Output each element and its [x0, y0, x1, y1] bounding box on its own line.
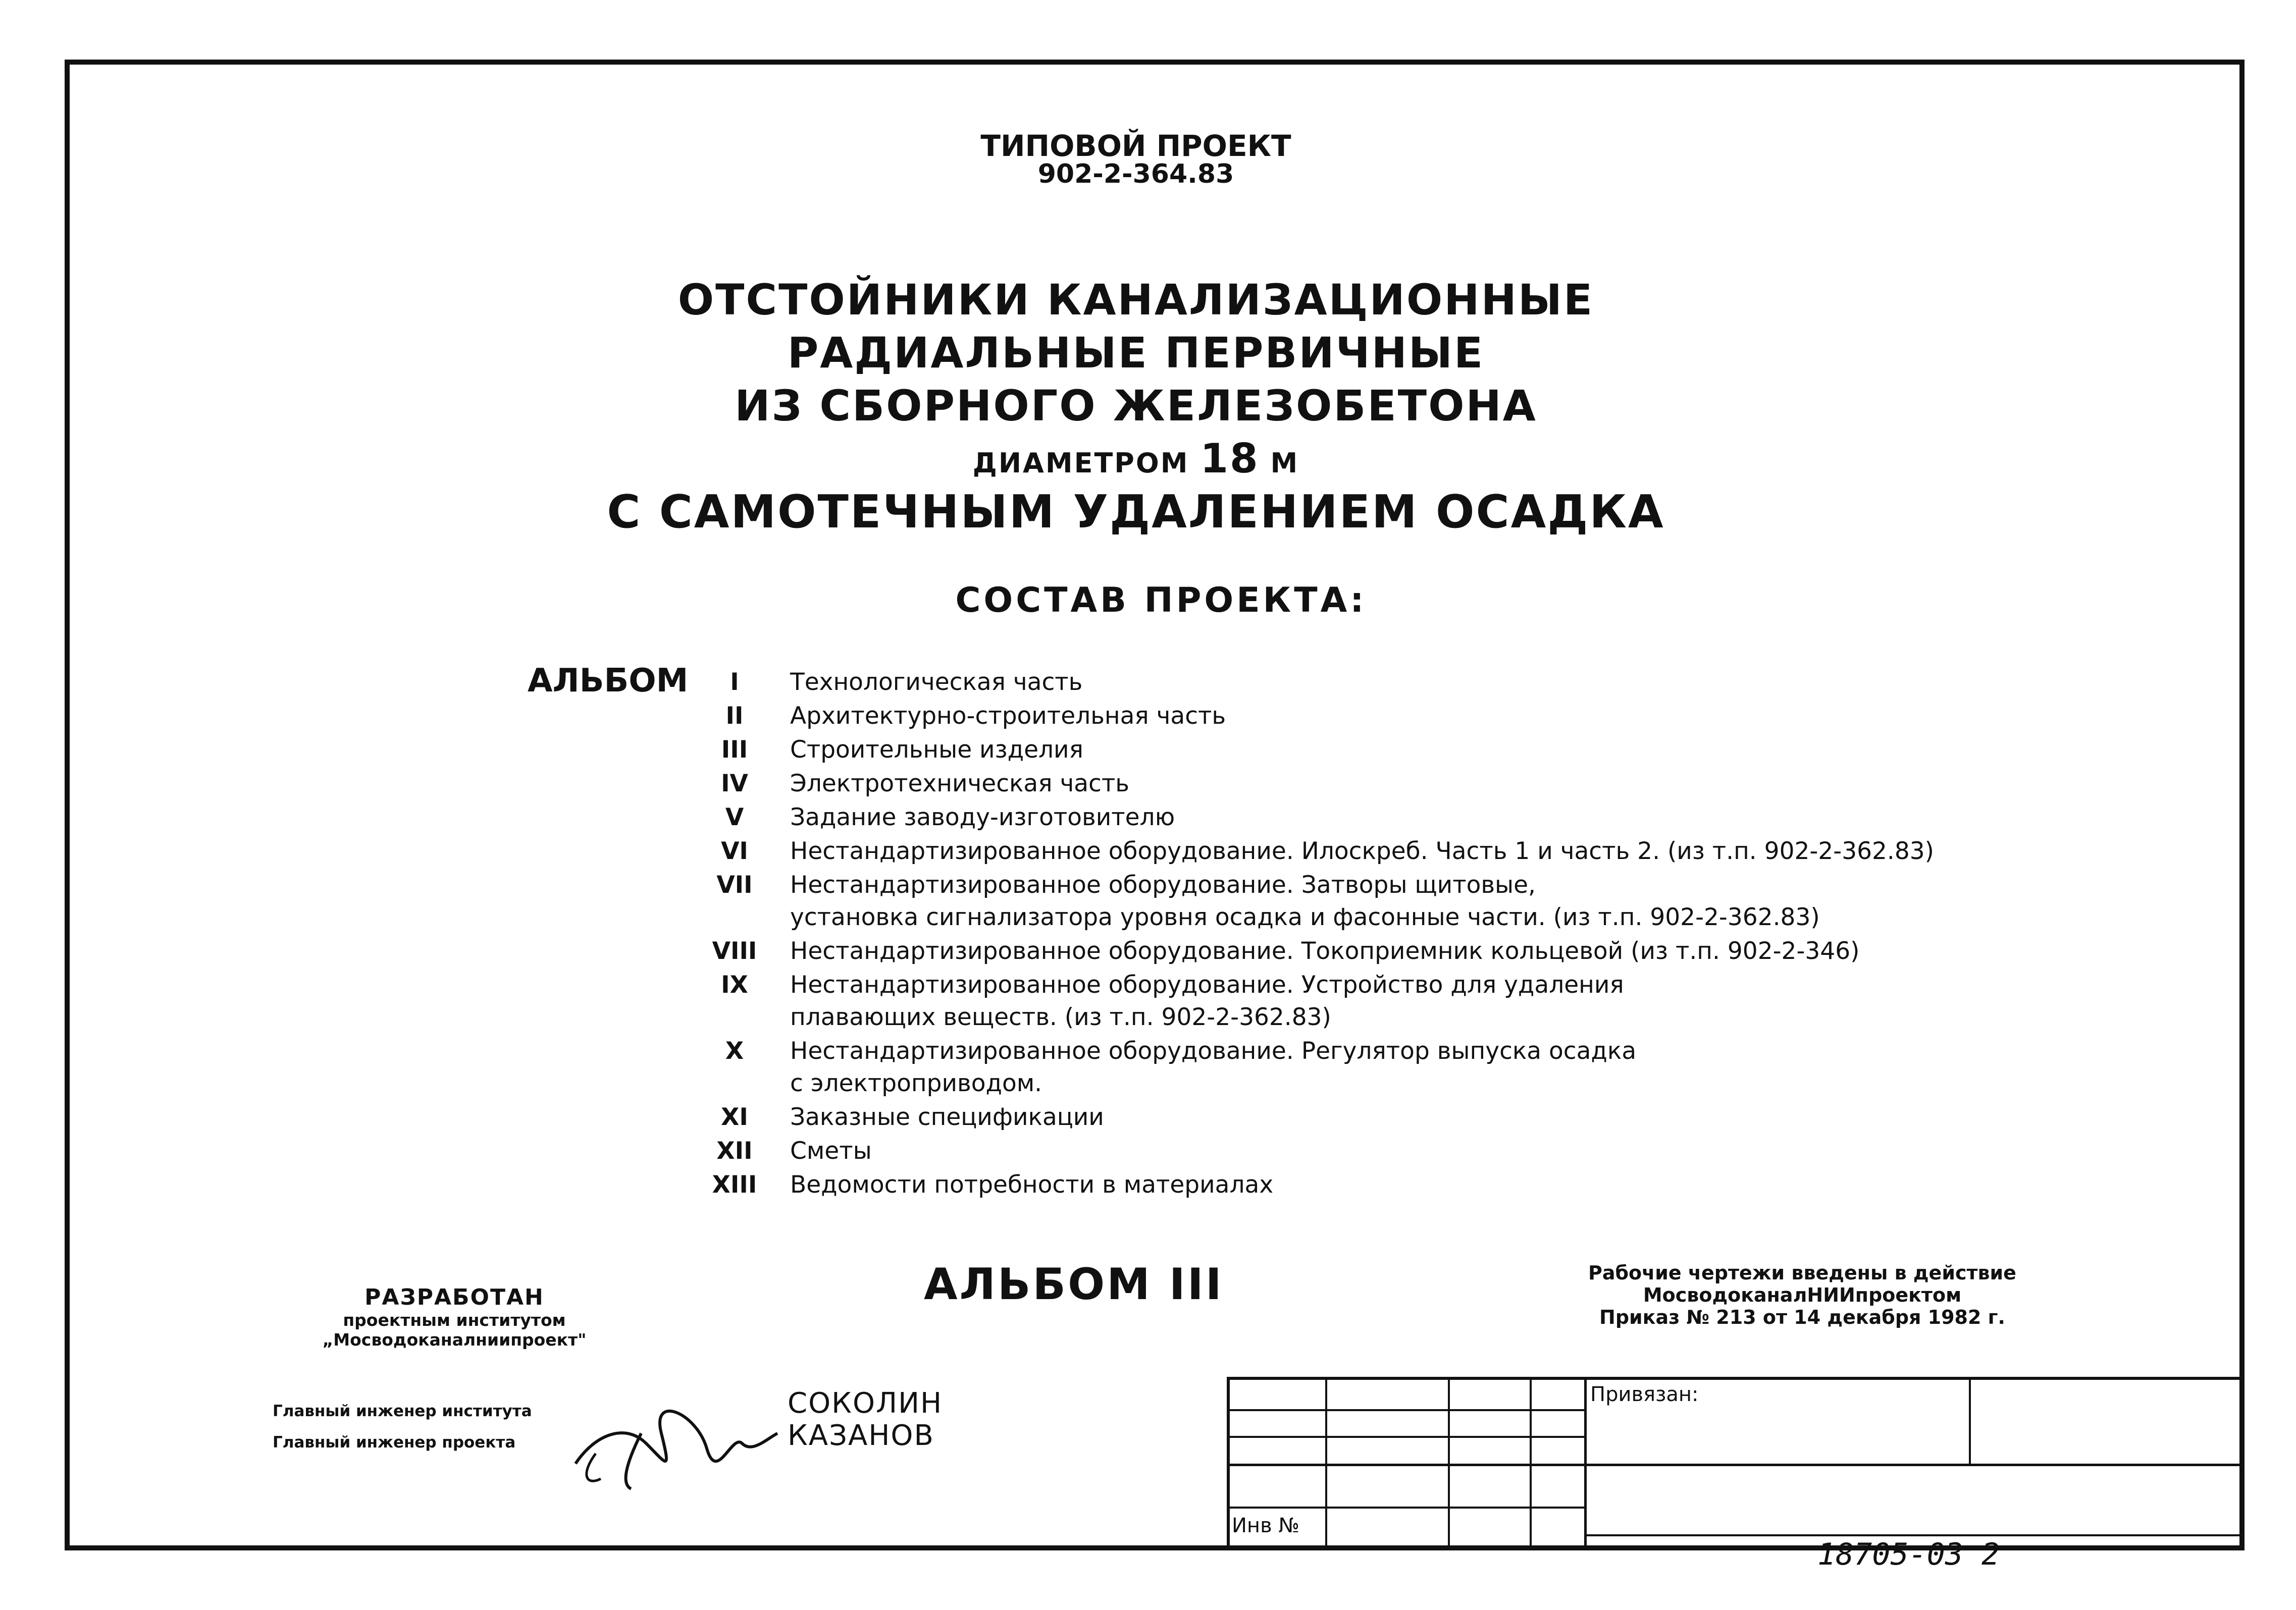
- inventory-label: Инв №: [1232, 1514, 1299, 1537]
- stamp-hline: [1227, 1464, 2245, 1466]
- album-item: II Архитектурно-строительная часть: [725, 702, 1226, 730]
- stamp-hline: [1584, 1534, 2245, 1536]
- album-item: VII Нестандартизированное оборудование. Затворы щитовые, установка сигнализатора уровня осадка и фасонные части. (из т.п. 902-2-362.83): [716, 871, 1820, 931]
- album-item: X Нестандартизированное оборудование. Регулятор выпуска осадка с электроприводом.: [725, 1037, 1637, 1097]
- album-item: III Строительные изделия: [721, 736, 1083, 764]
- stamp-vline: [2241, 1377, 2245, 1550]
- album-item: VI Нестандартизированное оборудование. Илоскреб. Часть 1 и часть 2. (из т.п. 902-2-362.83): [721, 837, 1935, 865]
- title-line-1: ОТСТОЙНИКИ КАНАЛИЗАЦИОННЫЕ: [677, 275, 1594, 325]
- orders-line-1: Рабочие чертежи введены в действие: [1588, 1262, 2016, 1284]
- developer-line-2: „Мосводоканалниипроект": [322, 1330, 587, 1350]
- title-line-3: ИЗ СБОРНОГО ЖЕЛЕЗОБЕТОНА: [735, 381, 1537, 431]
- stamp-hline: [1227, 1409, 1584, 1411]
- album-item: IV Электротехническая часть: [721, 770, 1129, 797]
- developer-title: РАЗРАБОТАН: [364, 1284, 544, 1310]
- album-item: XII Сметы: [716, 1137, 872, 1165]
- developer-line-1: проектным институтом: [343, 1310, 566, 1330]
- bound-label: Привязан:: [1590, 1383, 1699, 1406]
- title-line-5: С САМОТЕЧНЫМ УДАЛЕНИЕМ ОСАДКА: [607, 486, 1665, 539]
- stamp-hline: [1227, 1507, 1584, 1509]
- orders-block: [1515, 1262, 2090, 1328]
- project-engineer-label: Главный инженер проекта: [273, 1433, 516, 1452]
- orders-line-3: Приказ № 213 от 14 декабря 1982 г.: [1599, 1306, 2005, 1328]
- stamp-vline: [1969, 1377, 1971, 1464]
- project-label: ТИПОВОЙ ПРОЕКТ: [980, 129, 1291, 163]
- album-item: V Задание заводу-изготовителю: [725, 803, 1175, 831]
- project-number: 902-2-364.83: [1037, 159, 1234, 189]
- title-diameter: [606, 435, 1666, 482]
- diameter-value: 18: [1200, 435, 1260, 482]
- orders-line-2: МосводоканалНИИпроектом: [1643, 1284, 1962, 1306]
- institute-engineer-label: Главный инженер института: [273, 1402, 532, 1420]
- composition-heading: СОСТАВ ПРОЕКТА:: [955, 580, 1367, 620]
- engineer-name-1: СОКОЛИН: [788, 1387, 943, 1420]
- archive-number: 18705-03 2: [1817, 1537, 2000, 1572]
- engineer-name-2: КАЗАНОВ: [788, 1419, 934, 1452]
- album-item: I Технологическая часть: [730, 668, 1083, 696]
- album-item: VIII Нестандартизированное оборудование. Токоприемник кольцевой (из т.п. 902-2-346): [712, 937, 1860, 965]
- album-word: АЛЬБОМ: [528, 662, 689, 700]
- album-list: [707, 666, 2070, 1203]
- diameter-word: ДИАМЕТРОМ: [972, 447, 1189, 479]
- album-item: IX Нестандартизированное оборудование. Устройство для удаления плавающих веществ. (из т.п. 902-2-362.83): [721, 971, 1624, 1031]
- diameter-unit: М: [1270, 447, 1299, 479]
- title-line-2: РАДИАЛЬНЫЕ ПЕРВИЧНЫЕ: [787, 328, 1485, 378]
- current-album: АЛЬБОМ III: [924, 1259, 1224, 1310]
- album-item: XIII Ведомости потребности в материалах: [712, 1171, 1274, 1199]
- stamp-hline: [1227, 1436, 1584, 1438]
- album-item: XI Заказные спецификации: [721, 1103, 1104, 1131]
- signature-drawing: [565, 1403, 788, 1494]
- developer-block: [263, 1284, 646, 1350]
